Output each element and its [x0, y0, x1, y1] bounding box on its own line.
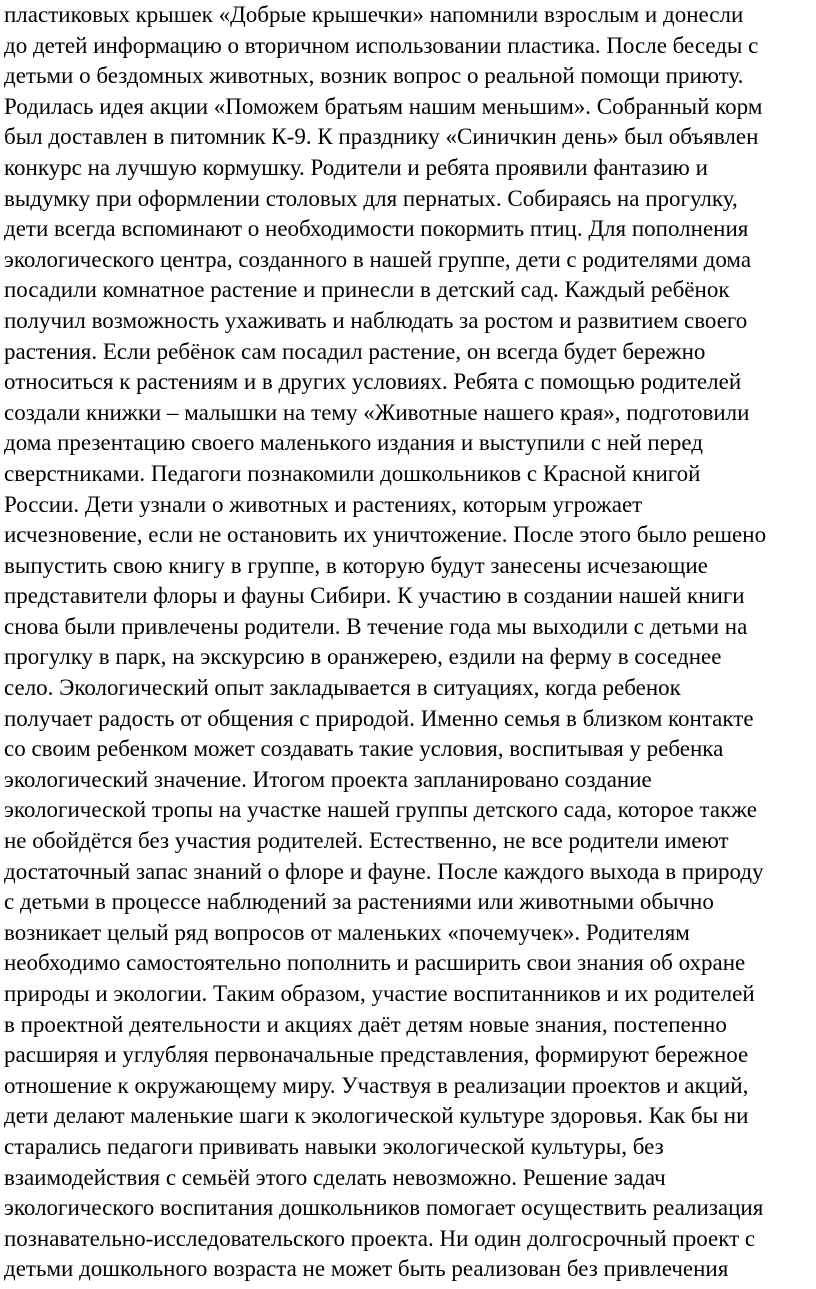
text-line-8: дети всегда вспоминают о необходимости покормить птиц. Для пополнения: [4, 216, 749, 242]
text-line-40: экологического воспитания дошкольников помогает осуществить реализация: [4, 1195, 764, 1221]
text-line-36: отношение к окружающему миру. Участвуя в реализации проектов и акций,: [4, 1072, 749, 1098]
text-line-14: создали книжки – малышки на тему «Животные нашего края», подготовили: [4, 399, 750, 425]
text-line-35: расширяя и углубляя первоначальные представления, формируют бережное: [4, 1042, 749, 1068]
text-line-1: пластиковых крышек «Добрые крышечки» напомнили взрослым и донесли: [4, 2, 744, 27]
text-line-25: со своим ребенком может создавать такие условия, воспитывая у ребенка: [4, 736, 724, 762]
text-line-27: экологической тропы на участке нашей группы детского сада, которое также: [4, 797, 757, 823]
text-line-16: сверстниками. Педагоги познакомили дошкольников с Красной книгой: [4, 460, 701, 486]
text-line-39: взаимодействия с семьёй этого сделать невозможно. Решение задач: [4, 1164, 666, 1190]
text-line-4: Родилась идея акции «Поможем братьям нашим меньшим». Собранный корм: [4, 93, 763, 119]
text-line-18: исчезновение, если не остановить их уничтожение. После этого было решено: [4, 522, 767, 548]
text-line-29: достаточный запас знаний о флоре и фауне. После каждого выхода в природу: [4, 858, 764, 884]
text-line-21: снова были привлечены родители. В течение года мы выходили с детьми на: [4, 613, 748, 639]
body-paragraph: [4, 0, 808, 1285]
text-line-19: выпустить свою книгу в группе, в которую будут занесены исчезающие: [4, 552, 708, 578]
text-line-13: относиться к растениям и в других условиях. Ребята с помощью родителей: [4, 369, 742, 395]
text-line-41: познавательно-исследовательского проекта. Ни один долгосрочный проект с: [4, 1225, 756, 1251]
text-line-7: выдумку при оформлении столовых для пернатых. Собираясь на прогулку,: [4, 185, 738, 211]
text-line-17: России. Дети узнали о животных и растениях, которым угрожает: [4, 491, 643, 517]
text-line-3: детьми о бездомных животных, возник вопрос о реальной помощи приюту.: [4, 63, 744, 89]
text-line-32: необходимо самостоятельно пополнить и расширить свои знания об охране: [4, 950, 746, 976]
text-line-31: возникает целый ряд вопросов от маленьких «почемучек». Родителям: [4, 919, 690, 945]
text-line-37: дети делают маленькие шаги к экологической культуре здоровья. Как бы ни: [4, 1103, 749, 1129]
text-line-33: природы и экологии. Таким образом, участие воспитанников и их родителей: [4, 981, 755, 1006]
text-line-9: экологического центра, созданного в нашей группе, дети с родителями дома: [4, 246, 752, 272]
text-line-2: до детей информацию о вторичном использовании пластика. После беседы с: [4, 32, 759, 58]
text-line-34: в проектной деятельности и акциях даёт детям новые знания, постепенно: [4, 1011, 727, 1037]
text-line-22: прогулку в парк, на экскурсию в оранжерею, ездили на ферму в соседнее: [4, 644, 722, 670]
text-line-11: получил возможность ухаживать и наблюдать за ростом и развитием своего: [4, 307, 748, 333]
text-line-5: был доставлен в питомник К-9. К празднику «Синичкин день» был объявлен: [4, 124, 759, 150]
text-line-42: детьми дошкольного возраста не может быть реализован без привлечения: [4, 1256, 729, 1282]
text-line-28: не обойдётся без участия родителей. Естественно, не все родители имеют: [4, 828, 729, 854]
text-line-24: получает радость от общения с природой. Именно семья в близком контакте: [4, 705, 754, 731]
text-line-6: конкурс на лучшую кормушку. Родители и ребята проявили фантазию и: [4, 154, 708, 180]
text-line-12: растения. Если ребёнок сам посадил растение, он всегда будет бережно: [4, 338, 706, 364]
text-line-23: село. Экологический опыт закладывается в ситуациях, когда ребенок: [4, 675, 681, 701]
text-line-38: старались педагоги прививать навыки экологической культуры, без: [4, 1133, 664, 1159]
text-line-15: дома презентацию своего маленького издания и выступили с ней перед: [4, 430, 704, 456]
text-line-10: посадили комнатное растение и принесли в детский сад. Каждый ребёнок: [4, 277, 730, 303]
text-line-26: экологический значение. Итогом проекта запланировано создание: [4, 766, 652, 792]
text-line-20: представители флоры и фауны Сибири. К участию в создании нашей книги: [4, 583, 745, 609]
text-line-30: с детьми в процессе наблюдений за растениями или животными обычно: [4, 889, 714, 915]
